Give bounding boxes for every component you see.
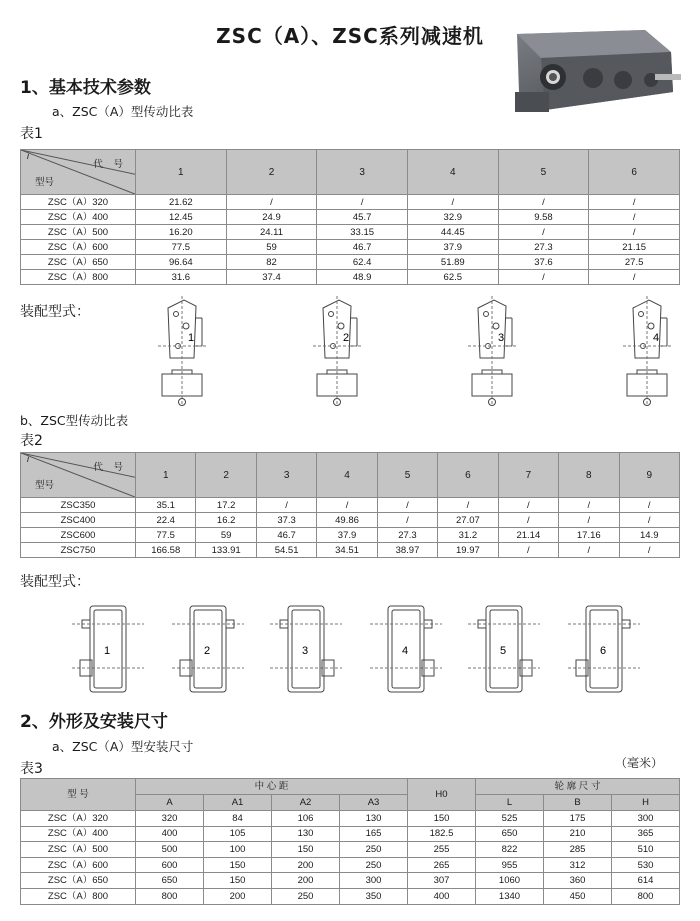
value-cell: /: [559, 513, 619, 528]
value-cell: 35.1: [136, 498, 196, 513]
table-row: [21, 826, 680, 842]
sub-header-cell: L: [476, 795, 544, 811]
value-cell: 59: [196, 528, 256, 543]
value-cell: 360: [544, 873, 612, 889]
value-cell: /: [498, 270, 589, 285]
value-cell: /: [589, 225, 680, 240]
value-cell: 24.9: [226, 210, 317, 225]
value-cell: 31.2: [438, 528, 498, 543]
value-cell: /: [317, 498, 377, 513]
value-cell: 300: [612, 811, 680, 827]
section-2-heading: 2、外形及安装尺寸: [20, 712, 168, 732]
value-cell: 822: [476, 842, 544, 858]
value-cell: 27.3: [377, 528, 437, 543]
value-cell: 51.89: [407, 255, 498, 270]
value-cell: /: [498, 498, 558, 513]
table-row: [21, 543, 680, 558]
column-header: 4: [407, 150, 498, 195]
value-cell: 37.3: [256, 513, 316, 528]
value-cell: 210: [544, 826, 612, 842]
value-cell: 37.9: [317, 528, 377, 543]
value-cell: 96.64: [136, 255, 227, 270]
model-cell: ZSC（A）320: [21, 811, 136, 827]
value-cell: /: [589, 195, 680, 210]
value-cell: 525: [476, 811, 544, 827]
assembly-number: 4: [653, 332, 660, 344]
value-cell: /: [498, 513, 558, 528]
table-row: [21, 498, 680, 513]
value-cell: /: [589, 210, 680, 225]
value-cell: 150: [408, 811, 476, 827]
value-cell: 77.5: [136, 528, 196, 543]
sub-header-cell: A: [136, 795, 204, 811]
value-cell: 14.9: [619, 528, 680, 543]
value-cell: 365: [612, 826, 680, 842]
column-header: 7: [498, 453, 558, 498]
value-cell: /: [438, 498, 498, 513]
column-header: 8: [559, 453, 619, 498]
value-cell: 31.6: [136, 270, 227, 285]
value-cell: 16.20: [136, 225, 227, 240]
assembly-number: 1: [104, 645, 111, 657]
sub-header-cell: H: [612, 795, 680, 811]
model-cell: ZSC（A）400: [21, 210, 136, 225]
value-cell: 27.07: [438, 513, 498, 528]
assembly-number: 3: [498, 332, 505, 344]
value-cell: 650: [476, 826, 544, 842]
value-cell: 510: [612, 842, 680, 858]
table-corner-cell: [21, 150, 136, 195]
value-cell: 350: [340, 888, 408, 904]
value-cell: /: [589, 270, 680, 285]
outline-size-header: 轮 廓 尺 寸: [476, 779, 680, 795]
model-cell: ZSC（A）500: [21, 225, 136, 240]
column-header: 3: [256, 453, 316, 498]
table-row: [21, 195, 680, 210]
sub-header-cell: B: [544, 795, 612, 811]
value-cell: 320: [136, 811, 204, 827]
assembly-label-2: 装配型式：: [20, 574, 90, 590]
column-header: 1: [136, 453, 196, 498]
corner-model-label: 型号: [35, 177, 55, 188]
model-cell: ZSC（A）600: [21, 240, 136, 255]
value-cell: 62.5: [407, 270, 498, 285]
model-cell: ZSC400: [21, 513, 136, 528]
value-cell: 250: [272, 888, 340, 904]
value-cell: /: [377, 498, 437, 513]
column-header: 2: [196, 453, 256, 498]
assembly-label-1: 装配型式：: [20, 304, 90, 320]
value-cell: 82: [226, 255, 317, 270]
value-cell: 100: [204, 842, 272, 858]
value-cell: 22.4: [136, 513, 196, 528]
value-cell: 46.7: [256, 528, 316, 543]
table-row: [21, 240, 680, 255]
value-cell: 312: [544, 857, 612, 873]
value-cell: 16.2: [196, 513, 256, 528]
value-cell: 614: [612, 873, 680, 889]
value-cell: 33.15: [317, 225, 408, 240]
model-cell: ZSC（A）650: [21, 873, 136, 889]
table-row: [21, 842, 680, 858]
table-3-caption: 表3: [20, 761, 43, 777]
corner-i-label: i: [27, 151, 29, 161]
value-cell: 62.4: [317, 255, 408, 270]
corner-code-label: 代 号: [93, 462, 127, 473]
column-header: 9: [619, 453, 680, 498]
value-cell: 200: [272, 873, 340, 889]
value-cell: 46.7: [317, 240, 408, 255]
table-row: [21, 811, 680, 827]
value-cell: 32.9: [407, 210, 498, 225]
value-cell: 17.2: [196, 498, 256, 513]
table-1-transmission-ratio: [20, 149, 680, 285]
assembly-type-4: [623, 296, 673, 406]
value-cell: 37.4: [226, 270, 317, 285]
model-cell: ZSC750: [21, 543, 136, 558]
table-corner-cell: [21, 453, 136, 498]
value-cell: 200: [204, 888, 272, 904]
h0-header: H0: [408, 779, 476, 811]
value-cell: 37.9: [407, 240, 498, 255]
model-header: 型 号: [21, 779, 136, 811]
table-3-installation-dimensions: [20, 778, 680, 905]
assembly-number: 2: [204, 645, 211, 657]
model-cell: ZSC（A）800: [21, 888, 136, 904]
model-cell: ZSC（A）400: [21, 826, 136, 842]
table-row: [21, 255, 680, 270]
value-cell: 166.58: [136, 543, 196, 558]
model-cell: ZSC（A）320: [21, 195, 136, 210]
table-row: [21, 873, 680, 889]
value-cell: 9.58: [498, 210, 589, 225]
column-header: 5: [498, 150, 589, 195]
section-1b-subheading: b、ZSC型传动比表: [20, 413, 129, 428]
assembly-type-1: [158, 296, 208, 406]
value-cell: /: [407, 195, 498, 210]
table-row: [21, 528, 680, 543]
value-cell: 800: [612, 888, 680, 904]
column-header: 6: [589, 150, 680, 195]
value-cell: 800: [136, 888, 204, 904]
value-cell: /: [256, 498, 316, 513]
corner-code-label: 代 号: [93, 159, 127, 170]
model-cell: ZSC600: [21, 528, 136, 543]
value-cell: 84: [204, 811, 272, 827]
value-cell: /: [559, 543, 619, 558]
value-cell: 130: [272, 826, 340, 842]
assembly-number: 2: [343, 332, 350, 344]
value-cell: 150: [204, 857, 272, 873]
column-header: 1: [136, 150, 227, 195]
column-header: 4: [317, 453, 377, 498]
value-cell: 106: [272, 811, 340, 827]
table-row: [21, 270, 680, 285]
value-cell: 54.51: [256, 543, 316, 558]
value-cell: 133.91: [196, 543, 256, 558]
value-cell: 650: [136, 873, 204, 889]
value-cell: /: [498, 543, 558, 558]
section-1-heading: 1、基本技术参数: [20, 78, 151, 98]
value-cell: 38.97: [377, 543, 437, 558]
value-cell: 45.7: [317, 210, 408, 225]
value-cell: 175: [544, 811, 612, 827]
value-cell: 49.86: [317, 513, 377, 528]
assembly-number: 1: [188, 332, 195, 344]
value-cell: 37.6: [498, 255, 589, 270]
value-cell: 48.9: [317, 270, 408, 285]
value-cell: 307: [408, 873, 476, 889]
value-cell: 21.62: [136, 195, 227, 210]
assembly-type-3: [468, 296, 518, 406]
value-cell: 165: [340, 826, 408, 842]
value-cell: 955: [476, 857, 544, 873]
value-cell: /: [317, 195, 408, 210]
value-cell: /: [377, 513, 437, 528]
section-2a-subheading: a、ZSC（A）型安装尺寸: [52, 739, 194, 754]
corner-model-label: 型号: [35, 480, 55, 491]
model-cell: ZSC（A）500: [21, 842, 136, 858]
gearbox-product-image: [505, 22, 685, 122]
table-row: [21, 857, 680, 873]
table-2-caption: 表2: [20, 433, 43, 449]
value-cell: 1340: [476, 888, 544, 904]
assembly-number: 5: [500, 645, 507, 657]
value-cell: 19.97: [438, 543, 498, 558]
value-cell: /: [619, 498, 680, 513]
table-row: [21, 225, 680, 240]
table-1-caption: 表1: [20, 126, 43, 142]
value-cell: 59: [226, 240, 317, 255]
value-cell: 200: [272, 857, 340, 873]
column-header: 5: [377, 453, 437, 498]
value-cell: /: [498, 225, 589, 240]
assembly-type-2: [313, 296, 363, 406]
value-cell: 285: [544, 842, 612, 858]
value-cell: 27.5: [589, 255, 680, 270]
value-cell: /: [619, 543, 680, 558]
value-cell: 77.5: [136, 240, 227, 255]
model-cell: ZSC（A）600: [21, 857, 136, 873]
value-cell: 17.16: [559, 528, 619, 543]
page-title: ZSC（A）、ZSC系列减速机: [216, 24, 484, 48]
unit-label: （毫米）: [615, 756, 664, 770]
value-cell: 150: [272, 842, 340, 858]
model-cell: ZSC350: [21, 498, 136, 513]
value-cell: 1060: [476, 873, 544, 889]
value-cell: 600: [136, 857, 204, 873]
value-cell: 400: [136, 826, 204, 842]
value-cell: 255: [408, 842, 476, 858]
value-cell: 105: [204, 826, 272, 842]
value-cell: 265: [408, 857, 476, 873]
value-cell: 400: [408, 888, 476, 904]
assembly-number: 6: [600, 645, 607, 657]
sub-header-cell: A1: [204, 795, 272, 811]
table-2-transmission-ratio: [20, 452, 680, 558]
value-cell: 21.14: [498, 528, 558, 543]
value-cell: 500: [136, 842, 204, 858]
value-cell: 24.11: [226, 225, 317, 240]
table-header-row: [21, 779, 680, 795]
assembly-diagram-1: [150, 296, 690, 416]
value-cell: 44.45: [407, 225, 498, 240]
table-row: [21, 210, 680, 225]
table-header-row: [21, 453, 680, 498]
value-cell: 150: [204, 873, 272, 889]
column-header: 2: [226, 150, 317, 195]
value-cell: 182.5: [408, 826, 476, 842]
sub-header-cell: A3: [340, 795, 408, 811]
value-cell: 450: [544, 888, 612, 904]
center-distance-header: 中 心 距: [136, 779, 408, 795]
column-header: 3: [317, 150, 408, 195]
assembly-number: 4: [402, 645, 409, 657]
model-cell: ZSC（A）800: [21, 270, 136, 285]
table-row: [21, 513, 680, 528]
section-1a-subheading: a、ZSC（A）型传动比表: [52, 104, 194, 119]
value-cell: 250: [340, 857, 408, 873]
corner-i-label: i: [27, 454, 29, 464]
table-row: [21, 888, 680, 904]
value-cell: 34.51: [317, 543, 377, 558]
model-cell: ZSC（A）650: [21, 255, 136, 270]
value-cell: /: [559, 498, 619, 513]
value-cell: /: [498, 195, 589, 210]
value-cell: /: [226, 195, 317, 210]
sub-header-cell: A2: [272, 795, 340, 811]
value-cell: 130: [340, 811, 408, 827]
table-header-row: [21, 150, 680, 195]
value-cell: 530: [612, 857, 680, 873]
value-cell: 21.15: [589, 240, 680, 255]
value-cell: /: [619, 513, 680, 528]
value-cell: 12.45: [136, 210, 227, 225]
assembly-diagram-2: [70, 598, 650, 698]
assembly-number: 3: [302, 645, 309, 657]
value-cell: 300: [340, 873, 408, 889]
column-header: 6: [438, 453, 498, 498]
value-cell: 250: [340, 842, 408, 858]
value-cell: 27.3: [498, 240, 589, 255]
